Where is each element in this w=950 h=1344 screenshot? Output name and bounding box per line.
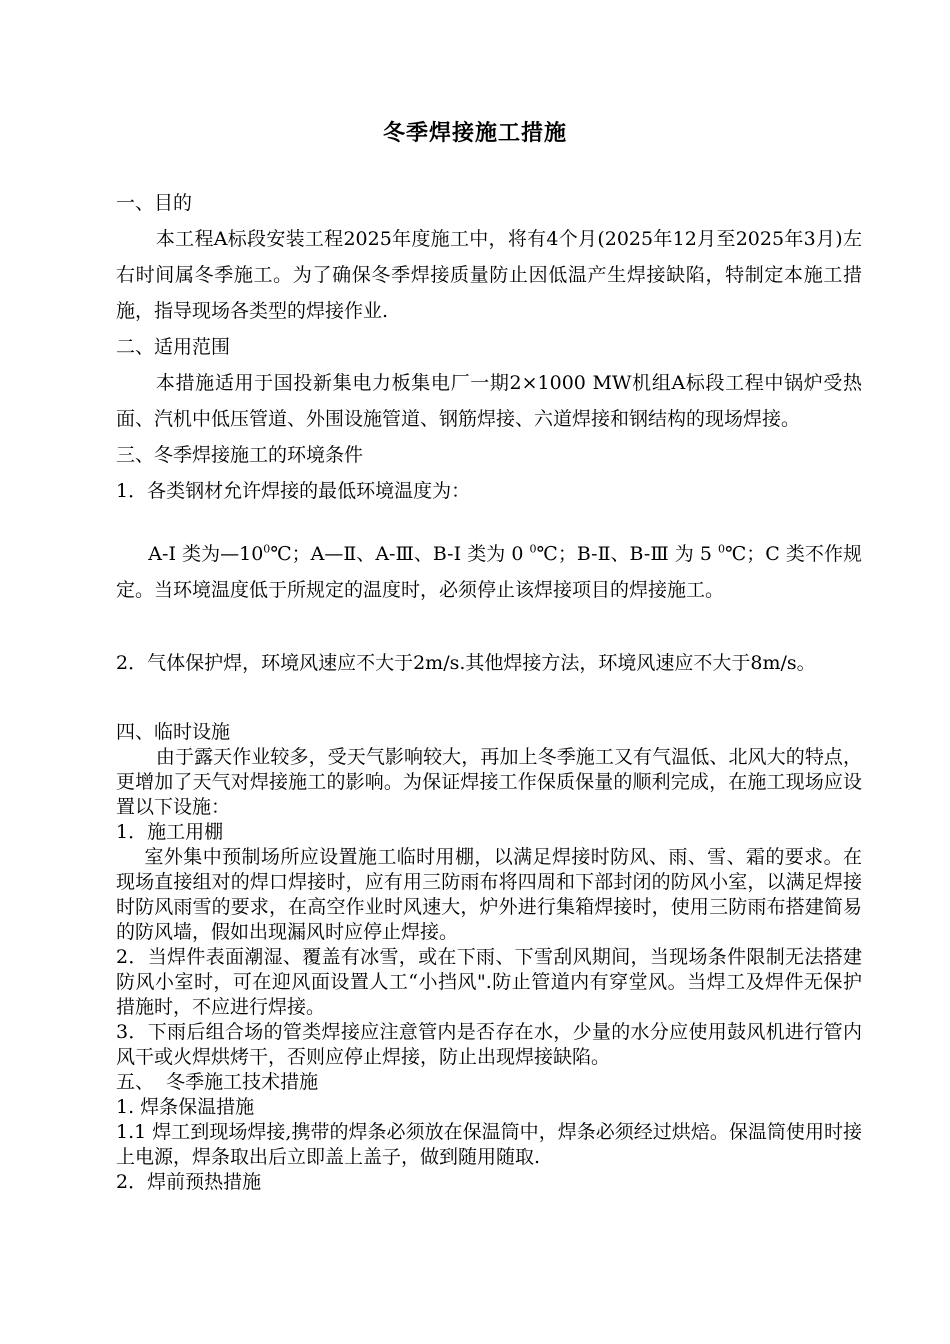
section-purpose [116, 185, 862, 509]
list-item-title: 2．焊前预热措施 [116, 1171, 262, 1193]
section-heading: 四、临时设施 [116, 721, 231, 743]
degree-mark: 0 [529, 542, 537, 556]
paragraph: 由于露天作业较多，受天气影响较大，再加上冬季施工又有气温低、北风大的特点，更增加了天气对焊接施工的影响。为保证焊接工作保质保量的顺利完成，在施工现场应设置以下设施： [116, 746, 862, 818]
section-heading: 三、冬季焊接施工的环境条件 [116, 444, 364, 466]
degree-mark: 0 [263, 542, 271, 556]
section-heading: 五、 冬季施工技术措施 [116, 1071, 319, 1093]
section-heading: 二、适用范围 [116, 336, 231, 358]
list-item: 2．当焊件表面潮湿、覆盖有冰雪，或在下雨、下雪刮风期间，当现场条件限制无法搭建防风小室时，可在迎风面设置人工“小挡风".防止管道内有穿堂风。当焊工及焊件无保护措施时，不应进行焊接。 [116, 946, 862, 1018]
section-temporary-facilities [116, 720, 862, 1195]
temp-text-d: ℃；C 类不作规定。当环境温度低于所规定的温度时，必须停止该焊接项目的焊接施工。 [116, 543, 862, 601]
paragraph: 1.1 焊工到现场焊接,携带的焊条必须放在保温筒中，焊条必须经过烘焙。保温筒使用时接上电源，焊条取出后立即盖上盖子，做到随用随取. [116, 1121, 862, 1168]
list-item-title: 1．施工用棚 [116, 821, 224, 843]
paragraph: 本工程A标段安装工程2025年度施工中，将有4个月(2025年12月至2025年3月)左右时间属冬季施工。为了确保冬季焊接质量防止因低温产生焊接缺陷，特制定本施工措施，指导现场各类型的焊接作业. [116, 228, 862, 322]
temp-text-c: ℃；B-Ⅱ、B-Ⅲ 为 5 [536, 543, 718, 565]
list-item: 3．下雨后组合场的管类焊接应注意管内是否存在水，少量的水分应使用鼓风机进行管内风干或火焊烘烤干，否则应停止焊接，防止出现焊接缺陷。 [116, 1021, 862, 1068]
list-item-title: 1. 焊条保温措施 [116, 1096, 255, 1118]
temp-text-b: ℃；A—Ⅱ、A-Ⅲ、B-Ⅰ 类为 0 [270, 543, 530, 565]
section-heading: 一、目的 [116, 192, 193, 214]
list-item: 1．各类钢材允许焊接的最低环境温度为： [116, 480, 471, 502]
degree-mark: 0 [717, 542, 725, 556]
temp-text-a: A-Ⅰ 类为—10 [148, 543, 264, 565]
paragraph: 室外集中预制场所应设置施工临时用棚，以满足焊接时防风、雨、雪、霜的要求。在现场直接组对的焊口焊接时，应有用三防雨布将四周和下部封闭的防风小室，以满足焊接时防风雨雪的要求，在高空作业时风速大，炉外进行集箱焊接时，使用三防雨布搭建简易的防风墙，假如出现漏风时应停止焊接。 [116, 846, 862, 943]
list-item: 2．气体保护焊，环境风速应不大于2m/s.其他焊接方法，环境风速应不大于8m/s。 [116, 652, 816, 674]
page-title: 冬季焊接施工措施 [382, 120, 567, 146]
paragraph-temperatures [116, 536, 862, 608]
paragraph: 本措施适用于国投新集电力板集电厂一期2×1000 MW机组A标段工程中锅炉受热面、汽机中低压管道、外围设施管道、钢筋焊接、六道焊接和钢结构的现场焊接。 [116, 372, 862, 430]
